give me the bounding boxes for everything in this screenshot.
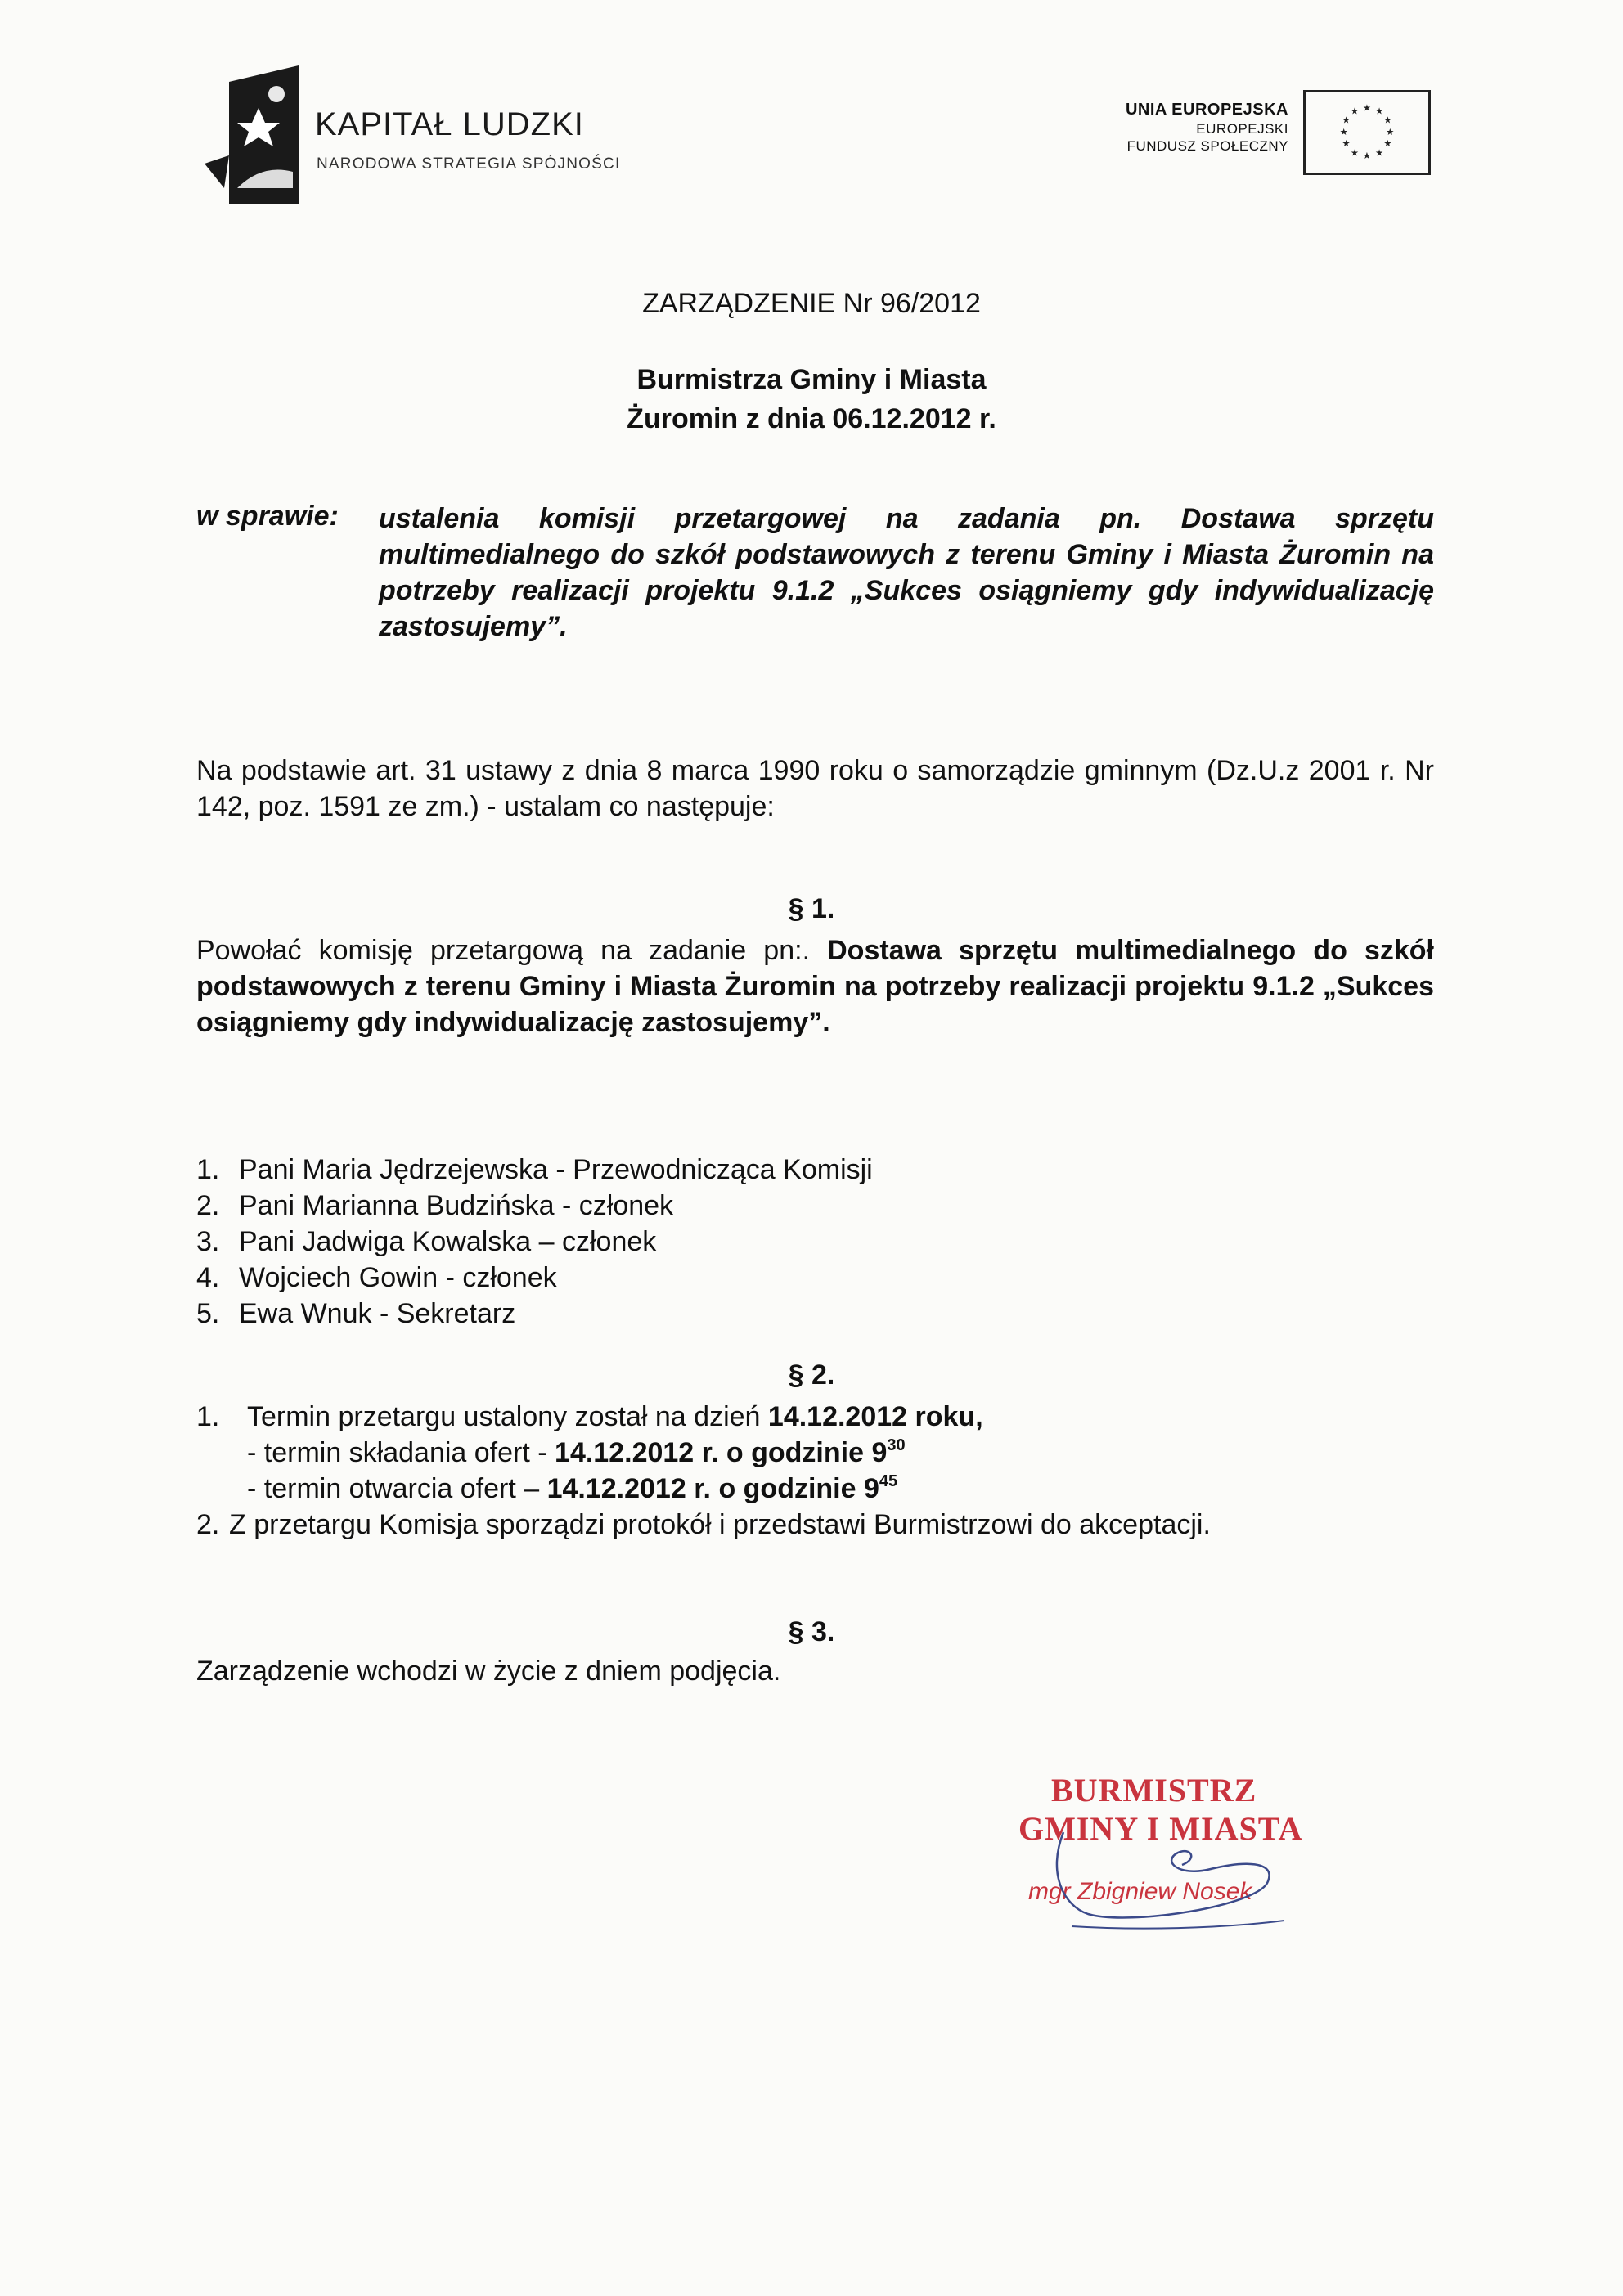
svg-text:★: ★ xyxy=(1362,151,1372,162)
svg-text:★: ★ xyxy=(1375,147,1384,159)
eu-line-2: EUROPEJSKI xyxy=(1196,121,1288,137)
legal-basis-paragraph: Na podstawie art. 31 ustawy z dnia 8 marca 1990 roku o samorządzie gminnym (Dz.U.z 2001 r. Nr 142, poz. 1591 ze zm.) - ustalam co następuje: xyxy=(196,755,1434,822)
section-1-plain-text: Powołać komisję przetargową na zadanie pn:. xyxy=(196,935,811,966)
stamp-name: mgr Zbigniew Nosek xyxy=(1028,1878,1252,1905)
document-issuer xyxy=(0,360,1623,438)
list-item xyxy=(196,1296,873,1332)
list-item-number: 2. xyxy=(196,1509,220,1540)
list-item-number: 5. xyxy=(196,1298,220,1329)
section-1-paragraph xyxy=(196,932,1434,1040)
offers-opening-minutes: 45 xyxy=(879,1472,898,1490)
list-item-text: Pani Maria Jędrzejewska - Przewodnicząca Komisji xyxy=(239,1154,873,1185)
list-item xyxy=(196,1224,873,1260)
tender-date-text: Termin przetargu ustalony został na dzień xyxy=(247,1401,761,1432)
svg-text:★: ★ xyxy=(1342,115,1351,126)
section-1-heading: § 1. xyxy=(788,893,835,924)
document-title: ZARZĄDZENIE Nr 96/2012 xyxy=(642,288,981,319)
section-2-item-2 xyxy=(196,1507,1211,1543)
svg-text:★: ★ xyxy=(1350,147,1359,159)
subject-text: ustalenia komisji przetargowej na zadania pn. Dostawa sprzętu multimedialnego do szkół podstawowych z terenu Gminy i Miasta Żuromin na potrzeby realizacji projektu 9.1.2 „Sukces osiągniemy gdy indywidualizację zastosujemy”. xyxy=(379,503,1434,642)
eu-line-1: UNIA EUROPEJSKA xyxy=(1125,101,1288,119)
list-item-text: Pani Marianna Budzińska - członek xyxy=(239,1190,674,1221)
svg-text:★: ★ xyxy=(1342,137,1351,149)
svg-text:★: ★ xyxy=(1386,126,1395,137)
list-item-number: 3. xyxy=(196,1226,220,1257)
list-item-number: 1. xyxy=(196,1154,220,1185)
svg-text:★: ★ xyxy=(1339,126,1348,137)
section-3-paragraph: Zarządzenie wchodzi w życie z dniem podjęcia. xyxy=(196,1656,781,1687)
list-item-text: Wojciech Gowin - członek xyxy=(239,1262,557,1293)
issuer-line-2: Żuromin z dnia 06.12.2012 r. xyxy=(627,403,996,434)
issuer-line-1: Burmistrza Gminy i Miasta xyxy=(636,364,987,395)
eu-line-3: FUNDUSZ SPOŁECZNY xyxy=(1126,138,1288,155)
kapital-ludzki-subtitle: NARODOWA STRATEGIA SPÓJNOŚCI xyxy=(317,155,621,173)
offers-opening-value: 14.12.2012 r. o godzinie 9 xyxy=(546,1473,879,1504)
list-item xyxy=(196,1188,873,1224)
kapital-ludzki-title: KAPITAŁ LUDZKI xyxy=(315,106,584,142)
list-item-number: 4. xyxy=(196,1262,220,1293)
svg-text:★: ★ xyxy=(1383,137,1392,149)
svg-text:★: ★ xyxy=(1362,102,1372,114)
list-item xyxy=(196,1260,873,1296)
offers-deadline-value: 14.12.2012 r. o godzinie 9 xyxy=(555,1437,888,1468)
list-item-number: 2. xyxy=(196,1190,220,1221)
offers-opening-text: - termin otwarcia ofert – xyxy=(247,1473,540,1504)
offers-opening-row xyxy=(196,1471,1211,1507)
offers-deadline-row xyxy=(196,1435,1211,1471)
section-3-heading: § 3. xyxy=(788,1616,835,1647)
tender-date-value: 14.12.2012 roku, xyxy=(767,1401,983,1432)
section-1-bold-text: Dostawa sprzętu multimedialnego do szkół podstawowych z terenu Gminy i Miasta Żuromin na potrzeby realizacji projektu 9.1.2 „Sukces osiągniemy gdy indywidualizację zastosujemy”. xyxy=(196,935,1434,1038)
kapital-ludzki-logo-icon xyxy=(205,65,303,204)
protocol-text: Z przetargu Komisja sporządzi protokół i przedstawi Burmistrzowi do akceptacji. xyxy=(229,1509,1211,1540)
section-2-heading: § 2. xyxy=(788,1359,835,1391)
signature-icon xyxy=(1014,1783,1325,1939)
svg-text:★: ★ xyxy=(1375,106,1384,117)
offers-deadline-text: - termin składania ofert - xyxy=(247,1437,547,1468)
stamp-line-2: GMINY I MIASTA xyxy=(1018,1810,1303,1847)
list-item-text: Ewa Wnuk - Sekretarz xyxy=(239,1298,516,1329)
svg-text:★: ★ xyxy=(1383,115,1392,126)
offers-deadline-minutes: 30 xyxy=(887,1436,906,1454)
commission-members-list xyxy=(196,1152,873,1332)
subject-label: w sprawie: xyxy=(196,501,339,532)
stamp-line-1: BURMISTRZ xyxy=(1051,1772,1257,1808)
list-item-text: Pani Jadwiga Kowalska – członek xyxy=(239,1226,657,1257)
svg-text:★: ★ xyxy=(1350,106,1359,117)
list-item-number: 1. xyxy=(196,1401,220,1432)
list-item xyxy=(196,1152,873,1188)
section-2-item-1 xyxy=(196,1399,1211,1435)
eu-flag-icon xyxy=(1303,90,1431,175)
section-2-list xyxy=(196,1399,1211,1543)
eu-text-block xyxy=(1039,100,1288,155)
